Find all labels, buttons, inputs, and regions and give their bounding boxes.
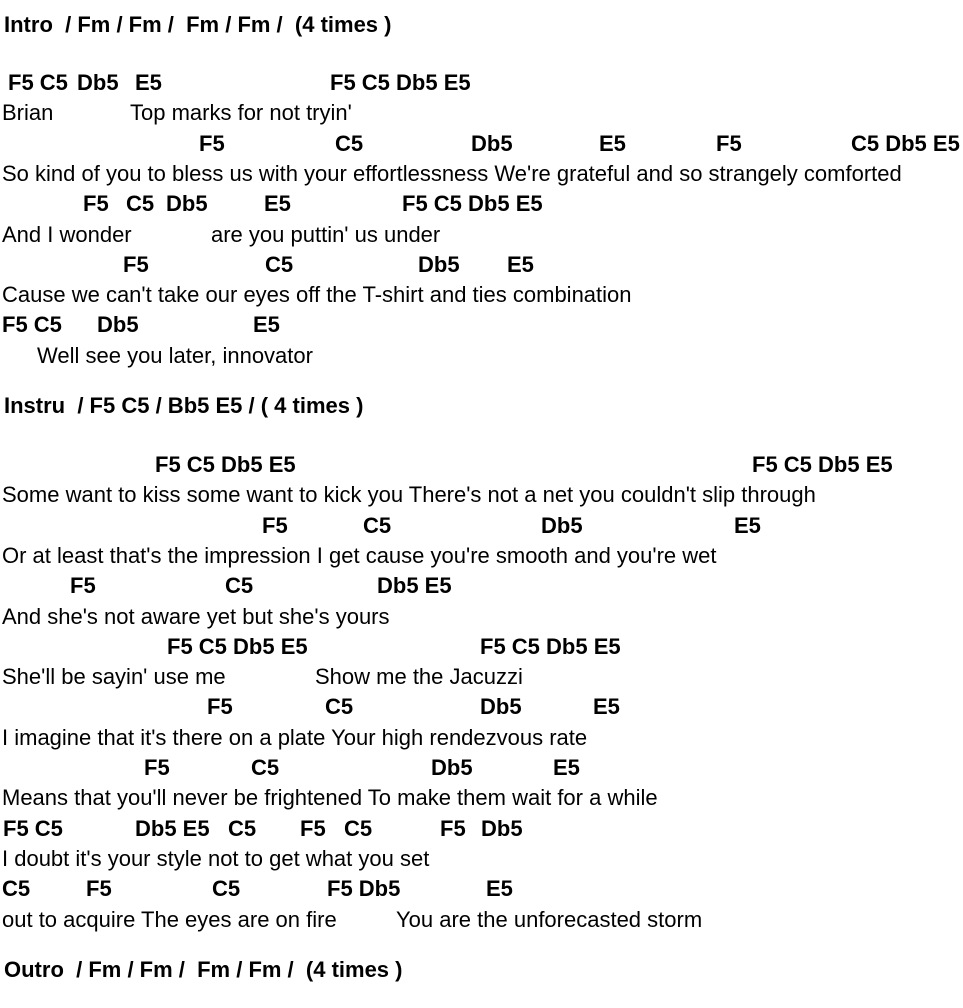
chord-token: E5 bbox=[486, 876, 513, 901]
chord-token: F5 bbox=[144, 755, 170, 780]
lyric-line bbox=[0, 344, 963, 370]
chord-token: F5 C5 Db5 E5 bbox=[330, 70, 471, 95]
chord-token: E5 bbox=[593, 694, 620, 719]
chord-token: Db5 bbox=[480, 694, 522, 719]
chord-token: F5 C5 Db5 E5 bbox=[155, 452, 296, 477]
chord-token: C5 bbox=[228, 816, 257, 841]
chord-line bbox=[0, 253, 963, 279]
chord-token: Db5 bbox=[471, 131, 513, 156]
lyric-line bbox=[0, 665, 963, 691]
chord-line bbox=[0, 635, 963, 661]
chord-line bbox=[0, 817, 963, 843]
chord-line bbox=[0, 453, 963, 479]
lyric-line bbox=[0, 726, 963, 752]
lyric-line bbox=[0, 544, 963, 570]
chord-line bbox=[0, 756, 963, 782]
chord-line bbox=[0, 514, 963, 540]
chord-token: C5 bbox=[225, 573, 254, 598]
chord-token: E5 bbox=[507, 252, 534, 277]
chord-token: C5 bbox=[363, 513, 392, 538]
chord-token: F5 bbox=[83, 191, 109, 216]
chord-token: C5 bbox=[335, 131, 364, 156]
lyric-text: I doubt it's your style not to get what you set bbox=[2, 846, 430, 871]
chord-token: F5 bbox=[262, 513, 288, 538]
lyric-text: And I wonder bbox=[2, 222, 132, 247]
chord-token: F5 C5 Db5 E5 bbox=[480, 634, 621, 659]
chord-token: F5 bbox=[199, 131, 225, 156]
chord-token: F5 C5 bbox=[3, 816, 63, 841]
chord-token: Db5 E5 bbox=[377, 573, 452, 598]
lyric-text: out to acquire The eyes are on fire bbox=[2, 907, 337, 932]
chord-line bbox=[0, 877, 963, 903]
chord-token: E5 bbox=[734, 513, 761, 538]
section-label: Instru / F5 C5 / Bb5 E5 / ( 4 times ) bbox=[4, 393, 364, 418]
chord-token: C5 Db5 E5 bbox=[851, 131, 960, 156]
section-heading bbox=[0, 394, 963, 420]
chord-token: F5 bbox=[300, 816, 326, 841]
chord-token: F5 bbox=[123, 252, 149, 277]
chord-token: F5 Db5 bbox=[327, 876, 401, 901]
chord-line bbox=[0, 132, 963, 158]
chord-token: C5 bbox=[325, 694, 354, 719]
chord-token: E5 bbox=[253, 312, 280, 337]
lyric-line bbox=[0, 162, 963, 188]
lyric-text: Or at least that's the impression I get cause you're smooth and you're wet bbox=[2, 543, 717, 568]
chord-token: C5 bbox=[265, 252, 294, 277]
lyric-text: Well see you later, innovator bbox=[37, 343, 313, 368]
chord-token: Db5 bbox=[431, 755, 473, 780]
chord-token: E5 bbox=[264, 191, 291, 216]
lyric-text: Show me the Jacuzzi bbox=[315, 664, 523, 689]
chord-token: C5 bbox=[212, 876, 241, 901]
chord-token: F5 bbox=[86, 876, 112, 901]
lyric-text: So kind of you to bless us with your effortlessness We're grateful and so strangely comforted bbox=[2, 161, 902, 186]
chord-token: Db5 bbox=[418, 252, 460, 277]
chord-token: Db5 bbox=[541, 513, 583, 538]
lyric-text: She'll be sayin' use me bbox=[2, 664, 226, 689]
chord-token: Db5 bbox=[77, 70, 119, 95]
lyric-text: You are the unforecasted storm bbox=[396, 907, 703, 932]
chord-token: F5 bbox=[70, 573, 96, 598]
lyric-text: Some want to kiss some want to kick you There's not a net you couldn't slip through bbox=[2, 482, 816, 507]
chord-line bbox=[0, 574, 963, 600]
lyric-line bbox=[0, 101, 963, 127]
chord-token: Db5 bbox=[97, 312, 139, 337]
lyric-line bbox=[0, 847, 963, 873]
chord-token: F5 C5 bbox=[2, 312, 62, 337]
lyric-text: Brian bbox=[2, 100, 54, 125]
chord-line bbox=[0, 695, 963, 721]
lyric-text: are you puttin' us under bbox=[211, 222, 441, 247]
chord-token: F5 bbox=[440, 816, 466, 841]
chord-token: F5 C5 Db5 E5 bbox=[402, 191, 543, 216]
section-heading bbox=[0, 958, 963, 984]
lyric-text: And she's not aware yet but she's yours bbox=[2, 604, 390, 629]
chord-token: E5 bbox=[553, 755, 580, 780]
chord-token: F5 C5 Db5 E5 bbox=[167, 634, 308, 659]
chord-token: F5 C5 Db5 E5 bbox=[752, 452, 893, 477]
lyric-line bbox=[0, 283, 963, 309]
chord-token: E5 bbox=[599, 131, 626, 156]
lyric-text: I imagine that it's there on a plate Your high rendezvous rate bbox=[2, 725, 588, 750]
chord-line bbox=[0, 192, 963, 218]
chord-token: F5 bbox=[716, 131, 742, 156]
chord-token: Db5 bbox=[481, 816, 523, 841]
lyric-text: Top marks for not tryin' bbox=[130, 100, 352, 125]
section-heading bbox=[0, 13, 963, 39]
chord-token: C5 bbox=[126, 191, 155, 216]
chord-token: Db5 E5 bbox=[135, 816, 210, 841]
lyric-line bbox=[0, 908, 963, 934]
lyric-line bbox=[0, 605, 963, 631]
chord-token: F5 C5 bbox=[8, 70, 68, 95]
chord-token: Db5 bbox=[166, 191, 208, 216]
chord-token: E5 bbox=[135, 70, 162, 95]
chord-line bbox=[0, 313, 963, 339]
chord-line bbox=[0, 71, 963, 97]
chord-token: F5 bbox=[207, 694, 233, 719]
lyric-text: Means that you'll never be frightened To make them wait for a while bbox=[2, 785, 658, 810]
lyric-line bbox=[0, 223, 963, 249]
chord-token: C5 bbox=[344, 816, 373, 841]
lyric-text: Cause we can't take our eyes off the T-shirt and ties combination bbox=[2, 282, 632, 307]
chord-token: C5 bbox=[251, 755, 280, 780]
section-label: Intro / Fm / Fm / Fm / Fm / (4 times ) bbox=[4, 12, 392, 37]
section-label: Outro / Fm / Fm / Fm / Fm / (4 times ) bbox=[4, 957, 403, 982]
lyric-line bbox=[0, 786, 963, 812]
lyric-line bbox=[0, 483, 963, 509]
chord-token: C5 bbox=[2, 876, 31, 901]
